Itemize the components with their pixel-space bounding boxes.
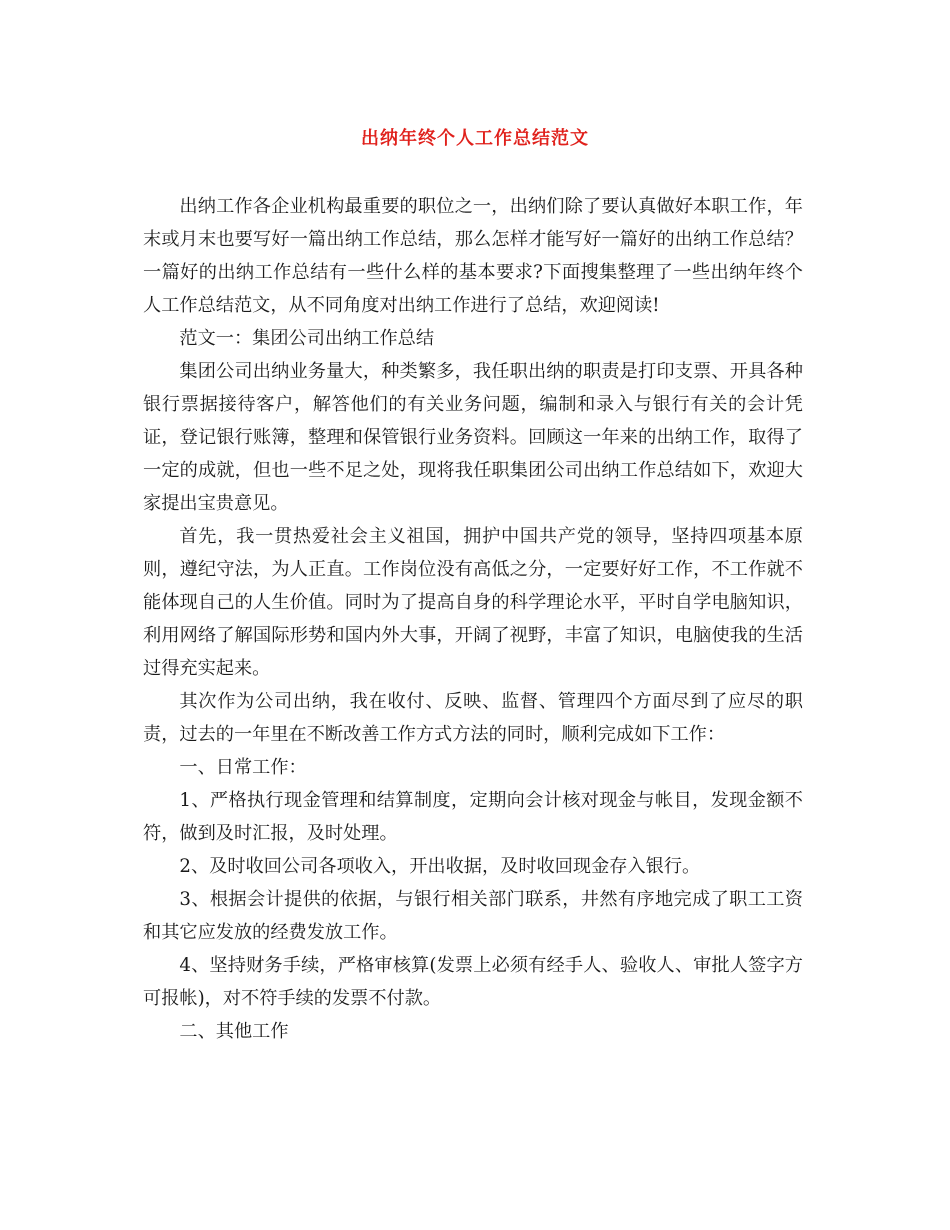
paragraph-responsibilities: 集团公司出纳业务量大，种类繁多，我任职出纳的职责是打印支票、开具各种银行票据接待客户，解答他们的有关业务问题，编制和录入与银行有关的会计凭证，登记银行账簿，整理和保管银行业务资料。回顾这一年来的出纳工作，取得了一定的成就，但也一些不足之处，现将我任职集团公司出纳工作总结如下，欢迎大家提出宝贵意见。 xyxy=(143,361,803,514)
paragraph-second: 其次作为公司出纳，我在收付、反映、监督、管理四个方面尽到了应尽的职责，过去的一年里在不断改善工作方式方法的同时，顺利完成如下工作： xyxy=(143,691,803,745)
paragraph-first: 首先，我一贯热爱社会主义祖国，拥护中国共产党的领导，坚持四项基本原则，遵纪守法，为人正直。工作岗位没有高低之分，一定要好好工作，不工作就不能体现自己的人生价值。同时为了提高自身的科学理论水平，平时自学电脑知识，利用网络了解国际形势和国内外大事，开阔了视野，丰富了知识，电脑使我的生活过得充实起来。 xyxy=(143,526,803,679)
list-item-1: 1、严格执行现金管理和结算制度，定期向会计核对现金与帐目，发现金额不符，做到及时汇报，及时处理。 xyxy=(143,790,803,844)
list-item-4: 4、坚持财务手续，严格审核算(发票上必须有经手人、验收人、审批人签字方可报帐)，对不符手续的发票不付款。 xyxy=(143,955,803,1009)
list-item-2: 2、及时收回公司各项收入，开出收据，及时收回现金存入银行。 xyxy=(179,856,701,877)
list-item-3: 3、根据会计提供的依据，与银行相关部门联系，井然有序地完成了职工工资和其它应发放的经费发放工作。 xyxy=(143,889,803,943)
section-heading-daily-work: 一、日常工作： xyxy=(179,757,307,778)
document-title: 出纳年终个人工作总结范文 xyxy=(361,128,589,149)
section-heading-other-work: 二、其他工作 xyxy=(179,1021,289,1042)
paragraph-sample-heading: 范文一：集团公司出纳工作总结 xyxy=(179,328,435,349)
document-body xyxy=(143,190,803,1048)
paragraph-intro: 出纳工作各企业机构最重要的职位之一，出纳们除了要认真做好本职工作，年末或月末也要写好一篇出纳工作总结，那么怎样才能写好一篇好的出纳工作总结？一篇好的出纳工作总结有一些什么样的基本要求?下面搜集整理了一些出纳年终个人工作总结范文，从不同角度对出纳工作进行了总结，欢迎阅读! xyxy=(143,196,803,316)
